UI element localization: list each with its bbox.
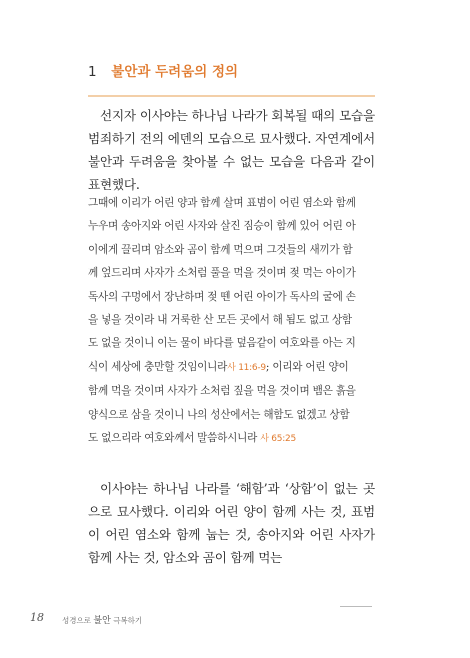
- quote-line: 함께 먹을 것이며 사자가 소처럼 짚을 먹을 것이며 뱀은 흙을: [88, 385, 356, 398]
- footer-divider: [340, 606, 372, 607]
- scripture-quote: [88, 192, 371, 451]
- book-title-suffix: 극복하기: [113, 616, 143, 625]
- scripture-reference: 사 65:25: [260, 434, 296, 445]
- section-number: 1: [88, 64, 97, 80]
- quote-text: ; 이리와 어린 양이: [265, 360, 349, 373]
- quote-line: 이에게 끌리며 암소와 곰이 함께 먹으며 그것들의 새끼가 함: [88, 243, 353, 256]
- quote-text: 식이 세상에 충만할 것임이니라: [88, 360, 228, 373]
- book-title-prefix: 성경으로: [62, 616, 91, 625]
- quote-line: 누우며 송아지와 어린 사자와 살진 짐승이 함께 있어 어린 아: [88, 220, 356, 233]
- quote-line: 양식으로 삼을 것이니 나의 성산에서는 해함도 없겠고 상함: [88, 408, 350, 421]
- quote-line: 을 넣을 것이라 내 거룩한 산 모든 곳에서 해 됨도 없고 상함: [88, 314, 352, 327]
- quote-line: 그때에 이리가 어린 양과 함께 살며 표범이 어린 염소와 함께: [88, 197, 356, 209]
- section-heading: [88, 60, 238, 80]
- quote-line: 께 엎드리며 사자가 소처럼 풀을 먹을 것이며 젖 먹는 아이가: [88, 267, 356, 280]
- page-number: 18: [30, 611, 44, 624]
- closing-paragraph: 이사야는 하나님 나라를 ‘해함’과 ‘상함’이 없는 곳으로 묘사했다. 이리와 어린 양이 함께 사는 것, 표범이 어린 염소와 함께 눕는 것, 송아지와 어린 사자가 함께 사는 것, 암소와 곰이 함께 먹는: [88, 481, 375, 565]
- running-footer: [62, 613, 142, 626]
- intro-paragraph: 선지자 이사야는 하나님 나라가 회복될 때의 모습을 범죄하기 전의 에덴의 모습으로 묘사했다. 자연계에서 불안과 두려움을 찾아볼 수 없는 모습을 다음과 같이 표현했다.: [88, 108, 375, 192]
- section-title: 불안과 두려움의 정의: [111, 64, 239, 80]
- quote-text: 도 없으리라 여호와께서 말씀하시니라: [88, 432, 258, 445]
- book-title-emphasis: 불안: [93, 616, 111, 626]
- heading-divider: [88, 95, 375, 97]
- quote-line: [88, 356, 371, 380]
- quote-line: 독사의 구멍에서 장난하며 젖 뗀 어린 아이가 독사의 굴에 손: [88, 290, 356, 303]
- quote-line: [88, 427, 371, 451]
- scripture-reference: 사 11:6-9: [227, 362, 266, 373]
- quote-line: 도 없을 것이니 이는 물이 바다를 덮음같이 여호와를 아는 지: [88, 337, 356, 350]
